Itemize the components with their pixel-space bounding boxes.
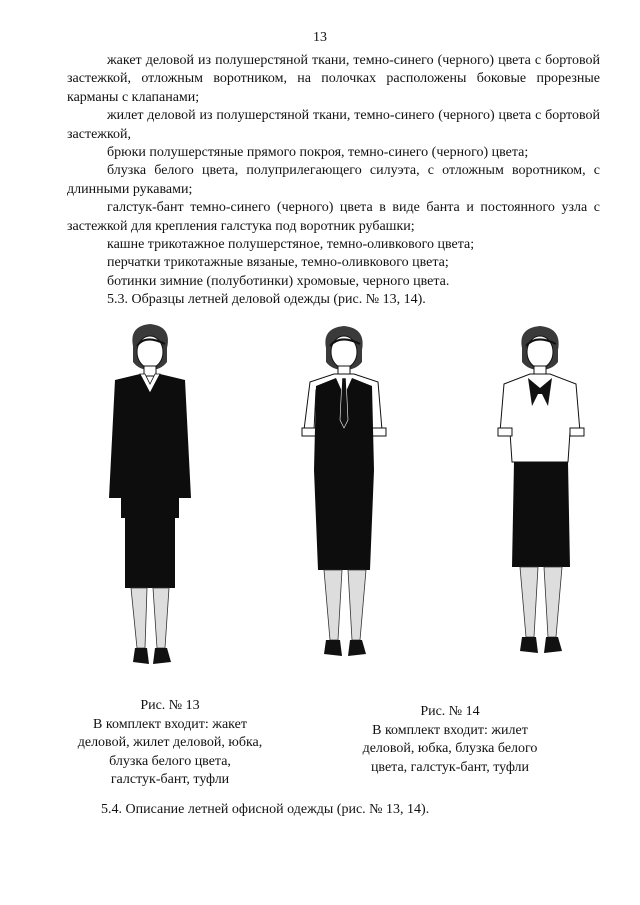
figure-13-title: Рис. № 13 <box>140 698 200 713</box>
figure-13-line: деловой, жилет деловой, юбка, <box>77 735 263 750</box>
figure-14-line: деловой, юбка, блузка белого <box>362 741 538 756</box>
figure-14-caption <box>350 703 550 777</box>
section-heading-5-3: 5.3. Образцы летней деловой одежды (рис. № 13, 14). <box>107 292 426 308</box>
figure-13-line: блузка белого цвета, <box>109 753 231 769</box>
figure-jacket-skirt <box>95 318 205 678</box>
figure-vest-skirt <box>296 320 396 675</box>
figure-14-line: В комплект входит: жилет <box>372 722 528 738</box>
paragraph: блузка белого цвета, полуприлегающего силуэта, с отложным воротником, с длинными рукавами; <box>67 163 600 197</box>
paragraph: жилет деловой из полушерстяной ткани, темно-синего (черного) цвета с бортовой застежкой, <box>67 108 600 142</box>
figures-illustration <box>0 318 640 698</box>
figure-14-title: Рис. № 14 <box>420 704 480 719</box>
paragraph: ботинки зимние (полуботинки) хромовые, черного цвета. <box>107 273 450 289</box>
paragraph: кашне трикотажное полушерстяное, темно-оливкового цвета; <box>107 237 475 253</box>
section-heading-5-4: 5.4. Описание летней офисной одежды (рис. № 13, 14). <box>101 802 430 817</box>
paragraph: галстук-бант темно-синего (черного) цвета в виде банта и постоянного узла с застежкой для крепления галстука под воротник рубашки; <box>67 200 600 234</box>
paragraph: перчатки трикотажные вязаные, темно-оливкового цвета; <box>107 255 449 271</box>
paragraph: брюки полушерстяные прямого покроя, темно-синего (черного) цвета; <box>107 145 529 161</box>
figure-13-caption <box>70 697 270 790</box>
figure-blouse-skirt <box>492 322 592 672</box>
figure-13-line: галстук-бант, туфли <box>110 772 230 787</box>
paragraph: жакет деловой из полушерстяной ткани, темно-синего (черного) цвета с бортовой застежкой, отложным воротником, на полочках расположены боковые прорезные карманы с клапанами; <box>67 53 600 105</box>
figure-13-line: В комплект входит: жакет <box>93 716 247 732</box>
page-number: 13 <box>313 30 327 45</box>
body-text <box>67 52 600 310</box>
figure-14-line: цвета, галстук-бант, туфли <box>370 759 530 775</box>
